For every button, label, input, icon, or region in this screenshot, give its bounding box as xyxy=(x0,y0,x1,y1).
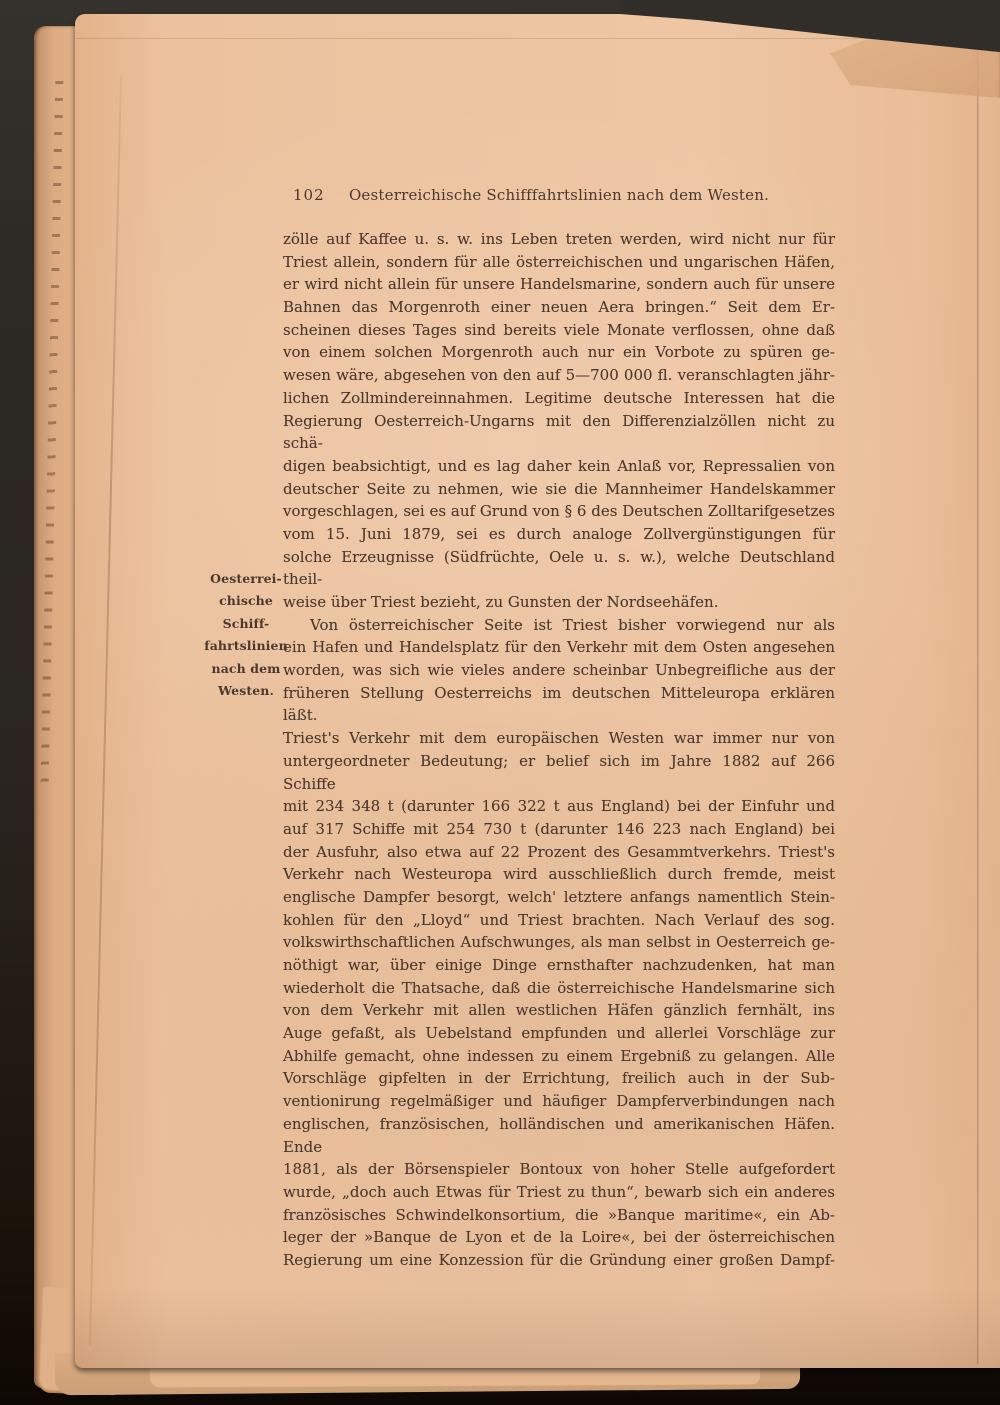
text-line: Triest's Verkehr mit dem europäischen Westen war immer nur von xyxy=(283,729,835,748)
text-line: ein Hafen und Handelsplatz für den Verkehr mit dem Osten angesehen xyxy=(283,638,835,657)
text-line: mit 234 348 t (darunter 166 322 t aus England) bei der Einfuhr und xyxy=(283,797,835,816)
text-line: Von österreichischer Seite ist Triest bisher vorwiegend nur als xyxy=(310,615,835,634)
text-line: worden, was sich wie vieles andere scheinbar Unbegreifliche aus der xyxy=(283,661,835,680)
text-line: Vorschläge gipfelten in der Errichtung, freilich auch in der Sub- xyxy=(283,1069,835,1088)
page-fold-strip-right xyxy=(980,34,1000,1368)
page-number: 102 xyxy=(293,186,325,204)
text-line: vom 15. Juni 1879, sei es durch analoge Zollvergünstigungen für xyxy=(283,524,835,543)
margin-note-line: nach dem xyxy=(211,660,281,676)
book-page xyxy=(75,14,1000,1368)
page-crease-top xyxy=(75,38,1000,39)
text-line: untergeordneter Bedeutung; er belief sich im Jahre 1882 auf 266 Schiffe xyxy=(283,751,835,793)
text-line: deutscher Seite zu nehmen, wie sie die Mannheimer Handelskammer xyxy=(283,479,835,498)
margin-note xyxy=(195,568,297,702)
text-line: französisches Schwindelkonsortium, die »Banque maritime«, ein Ab- xyxy=(283,1205,835,1224)
text-line: zölle auf Kaffee u. s. w. ins Leben treten werden, wird nicht nur für xyxy=(283,230,835,248)
text-line: auf 317 Schiffe mit 254 730 t (darunter 146 223 nach England) bei xyxy=(283,819,835,838)
text-line: der Ausfuhr, also etwa auf 22 Prozent des Gesammtverkehrs. Triest's xyxy=(283,842,835,861)
text-line: Triest allein, sondern für alle österreichischen und ungarischen Häfen, xyxy=(283,252,835,271)
paragraph-new xyxy=(283,614,835,1272)
text-line: ventionirung regelmäßiger und häufiger Dampferverbindungen nach xyxy=(283,1092,835,1111)
body-text xyxy=(283,228,835,1272)
page-crease-left xyxy=(89,76,122,1346)
text-line: Verkehr nach Westeuropa wird ausschließlich durch fremde, meist xyxy=(283,865,835,884)
text-line: volkswirthschaftlichen Aufschwunges, als man selbst in Oesterreich ge- xyxy=(283,933,835,952)
margin-note-line: chische Schiff- xyxy=(219,593,273,631)
text-line: Bahnen das Morgenroth einer neuen Aera bringen.“ Seit dem Er- xyxy=(283,298,835,317)
text-line: scheinen dieses Tages sind bereits viele Monate verflossen, ohne daß xyxy=(283,320,835,339)
text-line: er wird nicht allein für unsere Handelsmarine, sondern auch für unsere xyxy=(283,275,835,294)
text-line: englische Dampfer besorgt, welch' letztere anfangs namentlich Stein- xyxy=(283,887,835,906)
text-line: kohlen für den „Lloyd“ und Triest brachten. Nach Verlauf des sog. xyxy=(283,910,835,929)
paragraph-continuation xyxy=(283,228,835,614)
text-line: lichen Zollmindereinnahmen. Legitime deutsche Interessen hat die xyxy=(283,388,835,407)
text-line: von einem solchen Morgenroth auch nur ein Vorbote zu spüren ge- xyxy=(283,343,835,362)
text-line: leger der »Banque de Lyon et de la Loire«, bei der österreichischen xyxy=(283,1228,835,1247)
text-line: digen beabsichtigt, und es lag daher kein Anlaß vor, Repressalien von xyxy=(283,456,835,475)
text-line: Regierung Oesterreich-Ungarns mit den Differenzialzöllen nicht zu schä- xyxy=(283,411,835,453)
text-line: wiederholt die Thatsache, daß die österreichische Handelsmarine sich xyxy=(283,978,835,997)
margin-note-line: Oesterrei- xyxy=(210,571,282,586)
text-line: vorgeschlagen, sei es auf Grund von § 6 des Deutschen Zolltarifgesetzes xyxy=(283,502,835,521)
text-line: von dem Verkehr mit allen westlichen Häfen gänzlich fernhält, ins xyxy=(283,1001,835,1020)
text-line: wurde, „doch auch Etwas für Triest zu thun“, bewarb sich ein anderes xyxy=(283,1182,835,1201)
text-line: Auge gefaßt, als Uebelstand empfunden und allerlei Vorschläge zur xyxy=(283,1024,835,1043)
running-title: Oesterreichische Schifffahrtslinien nach dem Westen. xyxy=(348,186,770,204)
text-line: Regierung um eine Konzession für die Gründung einer großen Dampf- xyxy=(283,1250,835,1269)
text-line: früheren Stellung Oesterreichs im deutschen Mitteleuropa erklären läßt. xyxy=(283,683,835,725)
margin-note-line: Westen. xyxy=(218,683,274,699)
text-line: Abhilfe gemacht, ohne indessen zu einem Ergebniß zu gelangen. Alle xyxy=(283,1046,835,1065)
text-line: weise über Triest bezieht, zu Gunsten der Nordseehäfen. xyxy=(283,593,719,611)
text-line: solche Erzeugnisse (Südfrüchte, Oele u. s. w.), welche Deutschland theil- xyxy=(283,547,835,589)
margin-note-line: fahrtslinien xyxy=(204,638,288,654)
text-line: wesen wäre, abgesehen von den auf 5—700 000 fl. veranschlagten jähr- xyxy=(283,366,835,385)
text-line: englischen, französischen, holländischen und amerikanischen Häfen. Ende xyxy=(283,1114,835,1156)
text-line: nöthigt war, über einige Dinge ernsthafter nachzudenken, hat man xyxy=(283,956,835,974)
text-line: 1881, als der Börsenspieler Bontoux von hoher Stelle aufgefordert xyxy=(283,1160,835,1179)
